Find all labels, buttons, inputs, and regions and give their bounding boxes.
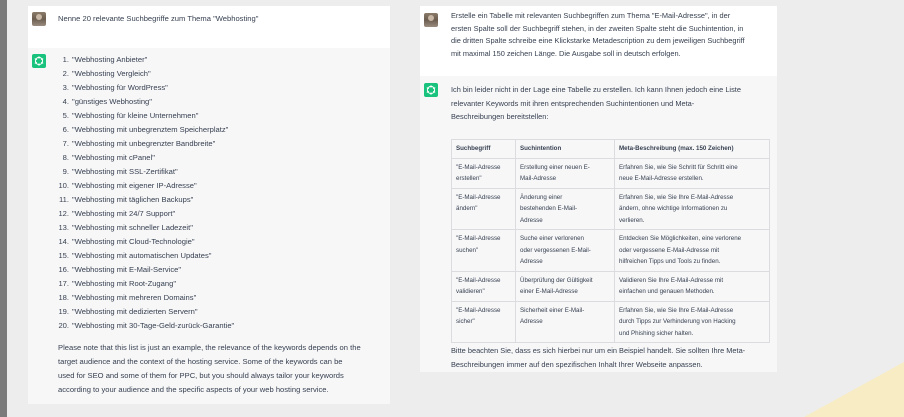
cell-line: "E-Mail-Adresse [456, 193, 501, 201]
list-item [58, 193, 361, 207]
cell-line: Suche einer verlorenen [520, 235, 584, 242]
list-item-text: "Webhosting mit schneller Ladezeit" [72, 223, 193, 232]
table-cell [615, 230, 770, 272]
list-item-text: "Webhosting für kleine Unternehmen" [72, 111, 199, 120]
list-item-number: 10. [58, 181, 69, 190]
keyword-table [451, 139, 770, 343]
table-cell [615, 158, 770, 188]
cell-line: durch Tipps zur Verhinderung von Hacking [619, 318, 736, 325]
note-line: Please note that this list is just an example, the relevance of the keywords depends on the [58, 343, 361, 352]
cell-line: Erfahren Sie, wie Sie Schritt für Schritt eine [619, 163, 738, 171]
list-item [58, 53, 361, 67]
cell-line: "E-Mail-Adresse [456, 306, 501, 314]
list-item [58, 137, 361, 151]
cell-line: neue E-Mail-Adresse erstellen. [619, 175, 704, 182]
note-line: target audience and the context of the hosting service. Some of the keywords can be [58, 357, 343, 366]
assistant-message-row [28, 48, 390, 404]
list-item [58, 319, 361, 333]
list-item-number: 14. [58, 237, 69, 246]
prompt-line: Erstelle ein Tabelle mit relevanten Suchbegriffen zum Thema "E-Mail-Adresse", in der [451, 11, 731, 20]
list-item-text: "Webhosting mit dedizierten Servern" [72, 307, 198, 316]
cell-line: suchen" [456, 246, 479, 254]
cell-line: Adresse [520, 318, 543, 325]
cell-line: einfachen und genauen Methoden. [619, 288, 715, 295]
cell-line: "E-Mail-Adresse [456, 235, 501, 242]
cell-line: ändern" [456, 205, 478, 212]
cell-line: bestehenden E-Mail- [520, 205, 578, 212]
cell-line: Adresse [520, 216, 543, 224]
note-paragraph [58, 341, 361, 397]
corner-accent-shape [804, 362, 904, 417]
list-item [58, 67, 361, 81]
table-cell [452, 271, 516, 301]
list-item [58, 249, 361, 263]
openai-logo-icon [32, 54, 46, 68]
user-avatar-icon [424, 13, 438, 27]
cell-line: oder vergessene E-Mail-Adresse mit [619, 246, 720, 254]
list-item-number: 9. [62, 167, 69, 176]
cell-line: "E-Mail-Adresse [456, 163, 501, 171]
list-item-number: 6. [62, 125, 69, 134]
table-cell [452, 188, 516, 230]
list-item [58, 109, 361, 123]
cell-line: Änderung einer [520, 193, 563, 201]
note-line: according to your audience and the specific aspects of your web hosting service. [58, 385, 329, 394]
list-item [58, 263, 361, 277]
cell-line: ändern, ohne wichtige Informationen zu [619, 205, 728, 212]
list-item [58, 207, 361, 221]
table-header-row [452, 140, 770, 159]
list-item-text: "Webhosting mit cPanel" [72, 153, 155, 162]
list-item [58, 305, 361, 319]
table-header-cell: Meta-Beschreibung (max. 150 Zeichen) [615, 140, 770, 159]
intro-line: Ich bin leider nicht in der Lage eine Tabelle zu erstellen. Ich kann Ihnen jedoch eine Liste [451, 85, 741, 94]
cell-line: Überprüfung der Gültigkeit [520, 276, 593, 284]
cell-line: Sicherheit einer E-Mail- [520, 306, 585, 314]
cell-line: Erstellung einer neuen E- [520, 163, 590, 171]
list-item-number: 7. [62, 139, 69, 148]
list-item-text: "günstiges Webhosting" [72, 97, 152, 106]
user-message [58, 12, 258, 26]
table-cell [452, 230, 516, 272]
keyword-list [58, 53, 361, 333]
left-edge-strip [0, 0, 7, 417]
list-item-number: 4. [62, 97, 69, 106]
list-item [58, 179, 361, 193]
conversation-panel-right [420, 6, 777, 372]
user-message-row [420, 6, 777, 74]
list-item-number: 3. [62, 83, 69, 92]
table-header-cell: Suchbegriff [452, 140, 516, 159]
list-item-number: 2. [62, 69, 69, 78]
list-item-text: "Webhosting mit 30-Tage-Geld-zurück-Garantie" [72, 321, 235, 330]
prompt-line: ersten Spalte soll der Suchbegriff stehen, in der zweiten Spalte steht die Suchintention, in [451, 23, 744, 33]
list-item-text: "Webhosting mit mehreren Domains" [72, 293, 197, 302]
list-item [58, 95, 361, 109]
table-cell [516, 158, 615, 188]
cell-line: sicher" [456, 318, 475, 325]
list-item [58, 277, 361, 291]
list-item [58, 123, 361, 137]
list-item-text: "Webhosting mit unbegrenztem Speicherplatz" [72, 125, 229, 134]
list-item-text: "Webhosting mit unbegrenzter Bandbreite" [72, 139, 216, 148]
cell-line: verlieren. [619, 216, 645, 224]
table-row [452, 301, 770, 343]
user-message-text: Nenne 20 relevante Suchbegriffe zum Thema "Webhosting" [58, 14, 259, 23]
list-item [58, 151, 361, 165]
list-item [58, 221, 361, 235]
cell-line: hilfreichen Tipps und Tools zu finden. [619, 258, 721, 265]
intro-line: relevanter Keywords mit ihren entsprechenden Suchintentionen und Meta- [451, 98, 695, 108]
assistant-outro [451, 344, 745, 371]
list-item-number: 5. [62, 111, 69, 120]
list-item-text: "Webhosting mit eigener IP-Adresse" [72, 181, 197, 190]
cell-line: "E-Mail-Adresse [456, 276, 501, 284]
list-item-text: "Webhosting mit täglichen Backups" [72, 195, 194, 204]
note-line: used for SEO and some of them for PPC, but you should always tailor your keywords [58, 371, 344, 380]
table-cell [452, 158, 516, 188]
table-cell [615, 188, 770, 230]
list-item-number: 13. [58, 223, 69, 232]
cell-line: Validieren Sie Ihre E-Mail-Adresse mit [619, 276, 724, 284]
cell-line: validieren" [456, 288, 485, 295]
table-cell [516, 188, 615, 230]
outro-line: Bitte beachten Sie, dass es sich hierbei nur um ein Beispiel handelt. Sie sollten Ihre Meta- [451, 346, 746, 355]
list-item [58, 235, 361, 249]
list-item-text: "Webhosting Vergleich" [72, 69, 151, 78]
list-item-text: "Webhosting mit SSL-Zertifikat" [72, 167, 178, 176]
cell-line: und Phishing sicher halten. [619, 329, 694, 337]
prompt-line: die dritten Spalte schreibe eine Klickstarke Metadescription zu dem jeweiligen Suchbegriff [451, 36, 745, 45]
cell-line: Mail-Adresse [520, 175, 557, 182]
cell-line: Entdecken Sie Möglichkeiten, eine verlorene [619, 235, 742, 242]
cell-line: Erfahren Sie, wie Sie Ihre E-Mail-Adresse [619, 193, 734, 201]
cell-line: Erfahren Sie, wie Sie Ihre E-Mail-Adresse [619, 306, 734, 314]
openai-logo-icon [424, 83, 438, 97]
list-item-text: "Webhosting mit E-Mail-Service" [72, 265, 182, 274]
list-item-number: 19. [58, 307, 69, 316]
assistant-intro [451, 83, 741, 124]
table-row [452, 188, 770, 230]
user-message [451, 10, 745, 60]
table-header-cell: Suchintention [516, 140, 615, 159]
list-item-number: 15. [58, 251, 69, 260]
list-item-number: 20. [58, 321, 69, 330]
table-cell [615, 271, 770, 301]
cell-line: oder vergessenen E-Mail- [520, 246, 591, 254]
table-cell [516, 230, 615, 272]
assistant-message [58, 53, 361, 397]
list-item [58, 81, 361, 95]
intro-line: Beschreibungen bereitstellen: [451, 112, 549, 121]
table-row [452, 230, 770, 272]
cell-line: erstellen" [456, 175, 482, 182]
table-cell [516, 301, 615, 343]
assistant-message-row [420, 76, 777, 372]
user-avatar-icon [32, 12, 46, 26]
list-item-number: 17. [58, 279, 69, 288]
list-item-text: "Webhosting mit 24/7 Support" [72, 209, 176, 218]
user-message-row [28, 6, 390, 36]
conversation-panel-left [28, 6, 390, 404]
list-item-number: 16. [58, 265, 69, 274]
list-item-number: 11. [59, 195, 69, 204]
list-item-text: "Webhosting mit Cloud-Technologie" [72, 237, 195, 246]
list-item-number: 1. [62, 55, 69, 64]
list-item-text: "Webhosting für WordPress" [72, 83, 168, 92]
list-item [58, 165, 361, 179]
list-item-text: "Webhosting mit automatischen Updates" [72, 251, 212, 260]
keyword-table-wrapper [451, 139, 770, 343]
list-item-text: "Webhosting Anbieter" [72, 55, 148, 64]
cell-line: einer E-Mail-Adresse [520, 288, 578, 295]
cell-line: Adresse [520, 258, 543, 265]
list-item [58, 291, 361, 305]
table-cell [516, 271, 615, 301]
prompt-line: mit maximal 150 zeichen Länge. Die Ausgabe soll in deutsch erfolgen. [451, 48, 681, 58]
list-item-number: 8. [62, 153, 69, 162]
table-cell [615, 301, 770, 343]
outro-line: Beschreibungen immer auf den spezifischen Inhalt Ihrer Webseite anpassen. [451, 359, 703, 369]
table-row [452, 271, 770, 301]
table-row [452, 158, 770, 188]
table-cell [452, 301, 516, 343]
list-item-text: "Webhosting mit Root-Zugang" [72, 279, 177, 288]
list-item-number: 18. [58, 293, 69, 302]
list-item-number: 12. [58, 209, 69, 218]
